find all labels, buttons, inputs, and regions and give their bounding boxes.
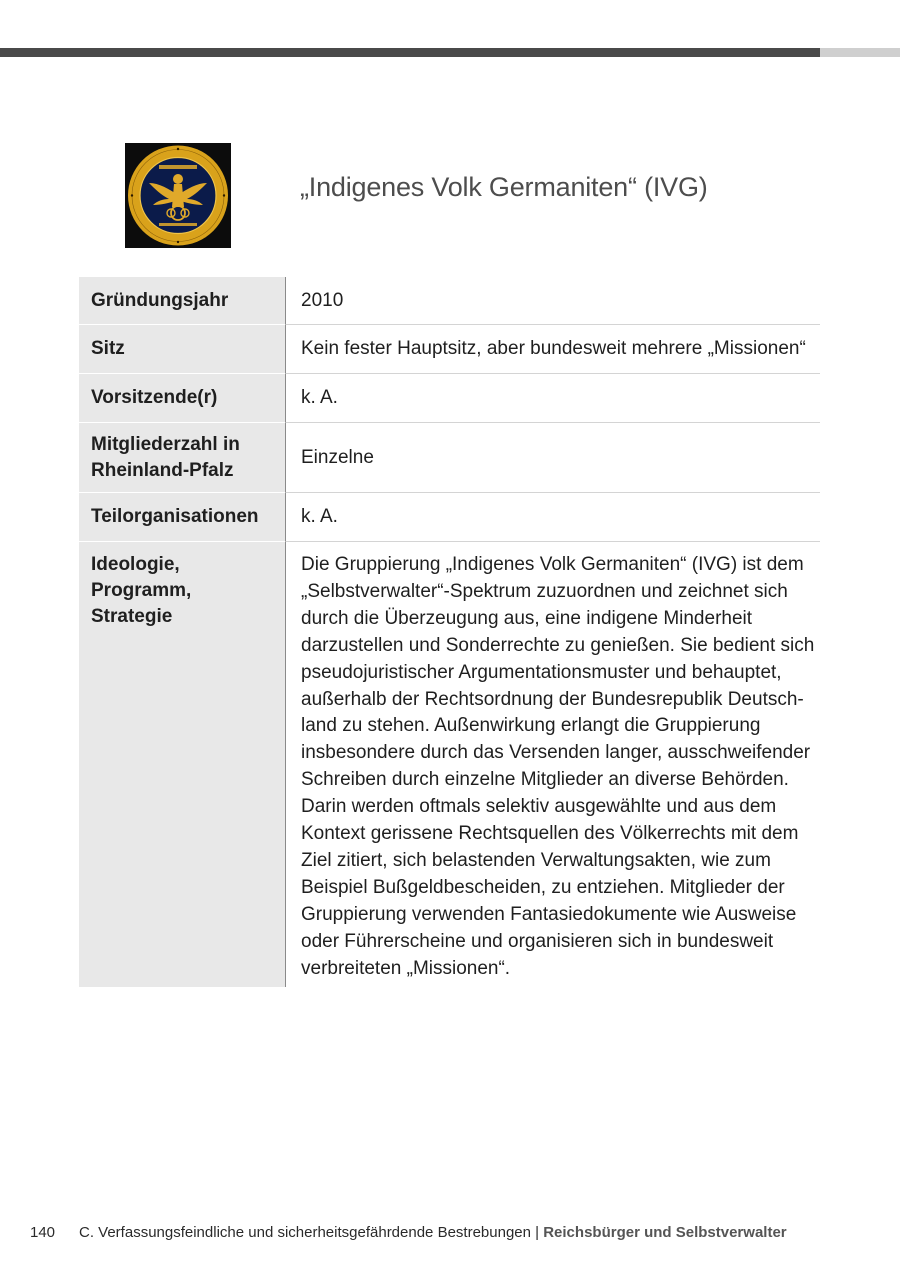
row-label: Vorsitzende(r)	[79, 374, 285, 423]
table-row-founding-year	[79, 277, 820, 325]
header-accent-bar-light	[820, 48, 900, 57]
table-row-chair	[79, 374, 820, 423]
page-footer	[30, 1224, 787, 1241]
header-accent-bar	[0, 48, 820, 57]
row-value: 2010	[285, 277, 820, 325]
organization-logo	[125, 143, 231, 248]
organization-title: „Indigenes Volk Germaniten“ (IVG)	[300, 172, 708, 202]
row-value: Kein fester Hauptsitz, aber bundesweit mehrere „Missionen“	[285, 325, 820, 374]
row-value: k. A.	[285, 374, 820, 423]
table-row-ideology	[79, 542, 820, 987]
eagle-seal-icon	[125, 143, 231, 248]
row-value: Einzelne	[285, 423, 820, 493]
row-label: Teilorganisationen	[79, 493, 285, 542]
row-value: Die Gruppierung „Indigenes Volk Germaniten“ (IVG) ist dem „Selbstverwalter“-Spektrum zuzuordnen und zeichnet sich durch die Überzeugung aus, eine indigene Minderheit darzustellen und Sonderrechte zu genießen. Sie bedient sich pseudojuristischer Argumentationsmuster und behauptet, außerhalb der Rechtsordnung der Bundesrepublik Deutsch- land zu stehen. Außenwirkung erlangt die Gruppierung insbesondere durch das Versenden langer, ausschweifender Schreiben durch einzelne Mitglieder an diverse Behörden. Darin werden oftmals selektiv ausgewählte und aus dem Kontext gerissene Rechtsquellen des Völkerrechts mit dem Ziel zitiert, sich belastenden Verwaltungsakten, wie zum Beispiel Bußgeldbescheiden, zu entziehen. Mitglieder der Gruppierung verwenden Fantasiedokumente wie Ausweise oder Führerscheine und organisieren sich in bundesweit verbreiteten „Missionen“.	[285, 542, 820, 987]
row-label: Gründungsjahr	[79, 277, 285, 325]
row-label: Ideologie, Programm, Strategie	[79, 542, 285, 987]
row-label: Mitgliederzahl in Rheinland-Pfalz	[79, 423, 285, 493]
page-number: 140	[30, 1224, 56, 1241]
footer-chapter: C. Verfassungsfeindliche und sicherheitsgefährdende Bestrebungen	[79, 1224, 531, 1241]
row-value: k. A.	[285, 493, 820, 542]
footer-separator: |	[530, 1224, 544, 1241]
organization-info-table	[79, 277, 820, 987]
row-label: Sitz	[79, 325, 285, 374]
table-row-seat	[79, 325, 820, 374]
footer-section: Reichsbürger und Selbstverwalter	[543, 1224, 787, 1241]
table-row-sub-organizations	[79, 493, 820, 542]
table-row-member-count	[79, 423, 820, 493]
